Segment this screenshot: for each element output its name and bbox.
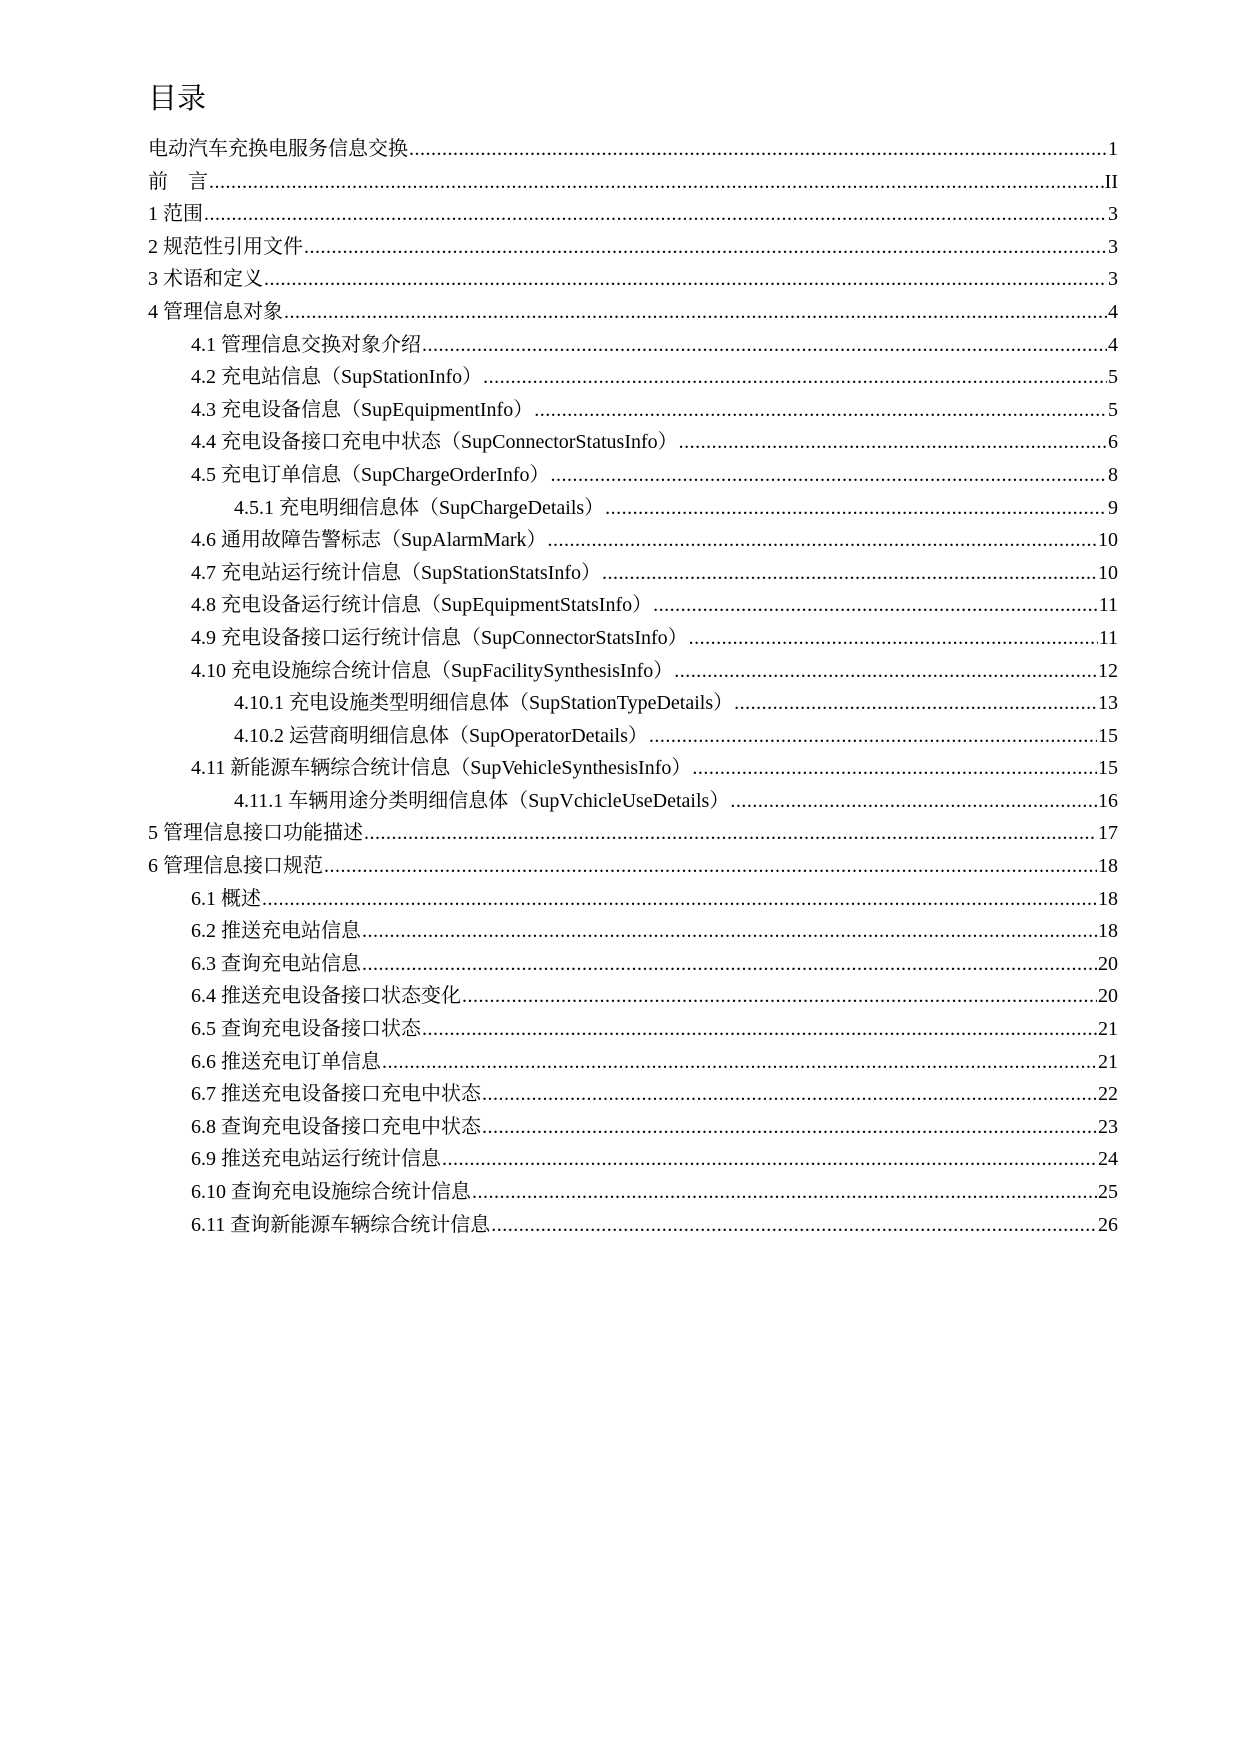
- toc-dot-leader: [482, 1078, 1097, 1111]
- toc-entry-title: 4.11.1 车辆用途分类明细信息体（SupVchicleUseDetails）: [234, 789, 730, 812]
- toc-entry[interactable]: [148, 1111, 1118, 1144]
- toc-entry[interactable]: [148, 915, 1118, 948]
- toc-entry-title: 4.3 充电设备信息（SupEquipmentInfo）: [191, 398, 534, 421]
- toc-entry[interactable]: [148, 1078, 1118, 1111]
- toc-entry[interactable]: [148, 133, 1118, 166]
- toc-entry-title: 4.5.1 充电明细信息体（SupChargeDetails）: [234, 496, 605, 519]
- toc-page-number: 10: [1098, 561, 1118, 584]
- toc-page-number: II: [1104, 170, 1118, 193]
- toc-entry-title: 4.10.2 运营商明细信息体（SupOperatorDetails）: [234, 724, 648, 747]
- toc-entry[interactable]: [148, 655, 1118, 688]
- toc-dot-leader: [692, 752, 1097, 785]
- toc-page-number: 8: [1108, 463, 1118, 486]
- toc-dot-leader: [605, 492, 1107, 525]
- toc-page-number: 20: [1098, 985, 1118, 1008]
- toc-entry-title: 4.7 充电站运行统计信息（SupStationStatsInfo）: [191, 561, 602, 584]
- toc-entry-title: 1 范围: [148, 203, 203, 226]
- toc-entry[interactable]: [148, 426, 1118, 459]
- toc-entry-title: 5 管理信息接口功能描述: [148, 822, 363, 845]
- toc-entry-title: 6.3 查询充电站信息: [191, 952, 361, 975]
- toc-dot-leader: [442, 1143, 1097, 1176]
- toc-entry[interactable]: [148, 459, 1118, 492]
- toc-entry-title: 4.6 通用故障告警标志（SupAlarmMark）: [191, 529, 547, 552]
- toc-entry[interactable]: [148, 492, 1118, 525]
- toc-entry[interactable]: [148, 752, 1118, 785]
- toc-entry-title: 6 管理信息接口规范: [148, 855, 323, 878]
- toc-page-number: 1: [1108, 138, 1118, 160]
- toc-entry[interactable]: [148, 361, 1118, 394]
- toc-dot-leader: [550, 459, 1107, 492]
- toc-page-number: 4: [1108, 333, 1118, 356]
- toc-dot-leader: [409, 133, 1107, 166]
- toc-dot-leader: [362, 948, 1097, 981]
- toc-dot-leader: [679, 426, 1107, 459]
- toc-entry-title: 电动汽车充换电服务信息交换: [148, 138, 408, 160]
- toc-page-number: 5: [1108, 398, 1118, 421]
- toc-page-number: 3: [1108, 203, 1118, 226]
- toc-entry-title: 6.8 查询充电设备接口充电中状态: [191, 1115, 481, 1138]
- toc-dot-leader: [482, 1111, 1097, 1144]
- toc-page-number: 22: [1098, 1083, 1118, 1106]
- toc-dot-leader: [689, 622, 1098, 655]
- toc-dot-leader: [364, 817, 1097, 850]
- toc-page-number: 23: [1098, 1115, 1118, 1138]
- toc-entry-title: 6.11 查询新能源车辆综合统计信息: [191, 1213, 491, 1236]
- toc-page-number: 15: [1098, 724, 1118, 747]
- toc-entry-title: 6.9 推送充电站运行统计信息: [191, 1148, 441, 1171]
- toc-entry[interactable]: [148, 687, 1118, 720]
- toc-page-number: 24: [1098, 1148, 1118, 1171]
- toc-dot-leader: [649, 720, 1097, 753]
- toc-entry[interactable]: [148, 1143, 1118, 1176]
- toc-entry-title: 2 规范性引用文件: [148, 235, 303, 258]
- toc-dot-leader: [422, 329, 1107, 362]
- toc-entry[interactable]: [148, 980, 1118, 1013]
- toc-entry-title: 4.9 充电设备接口运行统计信息（SupConnectorStatsInfo）: [191, 626, 688, 649]
- toc-entry[interactable]: [148, 198, 1118, 231]
- toc-entry-title: 6.4 推送充电设备接口状态变化: [191, 985, 461, 1008]
- toc-dot-leader: [534, 394, 1107, 427]
- toc-page-number: 16: [1098, 789, 1118, 812]
- toc-entry-title: 4.10 充电设施综合统计信息（SupFacilitySynthesisInfo）: [191, 659, 674, 682]
- toc-entry[interactable]: [148, 817, 1118, 850]
- toc-page-number: 11: [1098, 594, 1118, 617]
- toc-entry-title: 4.10.1 充电设施类型明细信息体（SupStationTypeDetails）: [234, 692, 734, 715]
- toc-dot-leader: [483, 361, 1107, 394]
- toc-entry[interactable]: [148, 720, 1118, 753]
- toc-entry[interactable]: [148, 883, 1118, 916]
- toc-dot-leader: [548, 524, 1097, 557]
- toc-entry[interactable]: [148, 622, 1118, 655]
- toc-page-number: 20: [1098, 952, 1118, 975]
- toc-entry-title: 6.2 推送充电站信息: [191, 920, 361, 943]
- toc-dot-leader: [422, 1013, 1097, 1046]
- toc-dot-leader: [602, 557, 1097, 590]
- toc-dot-leader: [653, 589, 1098, 622]
- toc-page-number: 6: [1108, 431, 1118, 454]
- toc-entry-title: 4 管理信息对象: [148, 300, 283, 323]
- toc-entry[interactable]: [148, 329, 1118, 362]
- toc-page-number: 21: [1098, 1050, 1118, 1073]
- toc-page-number: 15: [1098, 757, 1118, 780]
- toc-page-number: 4: [1108, 300, 1118, 323]
- toc-entry-title: 6.1 概述: [191, 887, 261, 910]
- toc-page-number: 26: [1098, 1213, 1118, 1236]
- toc-dot-leader: [324, 850, 1097, 883]
- toc-entry-title: 6.7 推送充电设备接口充电中状态: [191, 1083, 481, 1106]
- toc-entry[interactable]: [148, 1013, 1118, 1046]
- toc-page-number: 10: [1098, 529, 1118, 552]
- toc-dot-leader: [491, 1209, 1097, 1242]
- toc-dot-leader: [362, 915, 1097, 948]
- toc-heading: 目录: [148, 81, 207, 115]
- toc-entry[interactable]: [148, 524, 1118, 557]
- toc-dot-leader: [382, 1046, 1097, 1079]
- toc-entry-title: 6.10 查询充电设施综合统计信息: [191, 1181, 471, 1203]
- toc-entry-title: 4.2 充电站信息（SupStationInfo）: [191, 366, 483, 389]
- toc-entry-title: 6.6 推送充电订单信息: [191, 1050, 381, 1073]
- toc-page-number: 11: [1098, 626, 1118, 649]
- toc-entry-title: 4.4 充电设备接口充电中状态（SupConnectorStatusInfo）: [191, 431, 678, 454]
- table-of-contents: [148, 133, 1118, 1241]
- toc-entry[interactable]: [148, 263, 1118, 296]
- toc-page-number: 12: [1098, 659, 1118, 682]
- toc-entry[interactable]: [148, 296, 1118, 329]
- toc-entry-title: 4.11 新能源车辆综合统计信息（SupVehicleSynthesisInfo）: [191, 757, 692, 780]
- toc-page-number: 13: [1098, 692, 1118, 715]
- toc-dot-leader: [734, 687, 1097, 720]
- toc-page-number: 18: [1098, 855, 1118, 878]
- toc-entry[interactable]: [148, 1046, 1118, 1079]
- toc-entry-title: 6.5 查询充电设备接口状态: [191, 1018, 421, 1041]
- toc-entry[interactable]: [148, 231, 1118, 264]
- toc-page-number: 3: [1108, 235, 1118, 258]
- toc-dot-leader: [262, 883, 1097, 916]
- toc-dot-leader: [304, 231, 1107, 264]
- toc-entry-title: 4.1 管理信息交换对象介绍: [191, 333, 421, 356]
- toc-page-number: 18: [1098, 920, 1118, 943]
- toc-entry[interactable]: [148, 948, 1118, 981]
- toc-dot-leader: [209, 166, 1104, 199]
- toc-page-number: 18: [1098, 887, 1118, 910]
- toc-entry[interactable]: [148, 589, 1118, 622]
- toc-dot-leader: [264, 263, 1107, 296]
- toc-page-number: 17: [1098, 822, 1118, 845]
- toc-page-number: 5: [1108, 366, 1118, 389]
- toc-entry[interactable]: [148, 1176, 1118, 1209]
- toc-entry[interactable]: [148, 785, 1118, 818]
- toc-dot-leader: [284, 296, 1107, 329]
- toc-entry[interactable]: [148, 1209, 1118, 1242]
- toc-entry[interactable]: [148, 850, 1118, 883]
- toc-entry-title: 3 术语和定义: [148, 268, 263, 291]
- toc-entry-title: 4.5 充电订单信息（SupChargeOrderInfo）: [191, 463, 550, 486]
- toc-entry[interactable]: [148, 557, 1118, 590]
- toc-page-number: 25: [1098, 1181, 1118, 1203]
- toc-dot-leader: [472, 1176, 1097, 1209]
- toc-page-number: 21: [1098, 1018, 1118, 1041]
- toc-dot-leader: [462, 980, 1097, 1013]
- toc-dot-leader: [674, 655, 1097, 688]
- toc-page-number: 9: [1108, 496, 1118, 519]
- toc-entry-title: 前 言: [148, 170, 208, 193]
- toc-entry[interactable]: [148, 394, 1118, 427]
- toc-dot-leader: [204, 198, 1107, 231]
- toc-dot-leader: [730, 785, 1097, 818]
- toc-entry-title: 4.8 充电设备运行统计信息（SupEquipmentStatsInfo）: [191, 594, 653, 617]
- toc-entry[interactable]: [148, 166, 1118, 199]
- toc-page-number: 3: [1108, 268, 1118, 291]
